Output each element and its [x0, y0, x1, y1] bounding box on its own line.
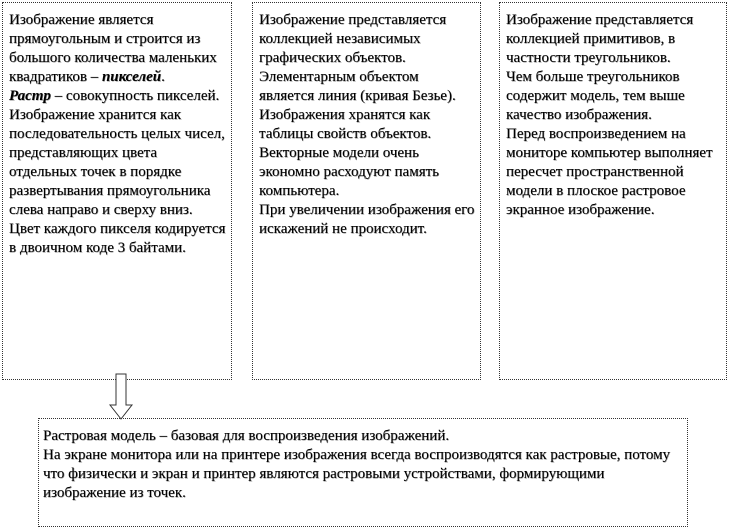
summary-headline: Растровая модель – базовая для воспроизведения изображений. — [43, 428, 450, 444]
vector-memory-text: Векторные модели очень экономно расходуют память компьютера. — [259, 145, 440, 199]
3d-definition: Изображение представляется коллекцией примитивов, в частности треугольников. — [506, 12, 694, 66]
raster-color-encoding-text: Цвет каждого пикселя кодируется в двоичном коде 3 байтами. — [9, 221, 226, 256]
vector-element-text: Элементарным объектом является линия (кривая Безье). — [259, 69, 456, 104]
raster-term: Растр — [9, 88, 51, 104]
raster-term-definition: Растр – совокупность пикселей. — [9, 88, 220, 104]
3d-model-box — [499, 2, 727, 380]
raster-base-summary-box — [38, 418, 688, 527]
down-arrow-icon — [108, 373, 134, 421]
raster-definition: Изображение является прямоугольным и строится из большого количества маленьких квадратиков – пикселей. — [9, 12, 217, 85]
raster-storage-text: Изображение хранится как последовательность целых чисел, представляющих цвета отдельных точек в порядке развертывания прямоугольника слева направо и сверху вниз. — [9, 107, 225, 218]
vector-model-box — [252, 2, 481, 380]
vector-storage-text: Изображения хранятся как таблицы свойств объектов. — [259, 107, 432, 142]
3d-quality-text: Чем больше треугольников содержит модель, тем выше качество изображения. — [506, 69, 685, 123]
raster-model-box — [2, 2, 232, 380]
vector-scaling-text: При увеличении изображения его искажений не происходит. — [259, 202, 475, 237]
pixels-term: пикселей — [101, 69, 162, 85]
vector-definition: Изображение представляется коллекцией независимых графических объектов. — [259, 12, 447, 66]
summary-text: На экране монитора или на принтере изображения всегда воспроизводятся как растровые, потому что физически и экран и принтер являются растровыми устройствами, формирующими изображение из точек. — [43, 447, 671, 501]
3d-rendering-text: Перед воспроизведением на мониторе компьютер выполняет пересчет пространственной модели в плоское растровое экранное изображение. — [506, 126, 713, 218]
